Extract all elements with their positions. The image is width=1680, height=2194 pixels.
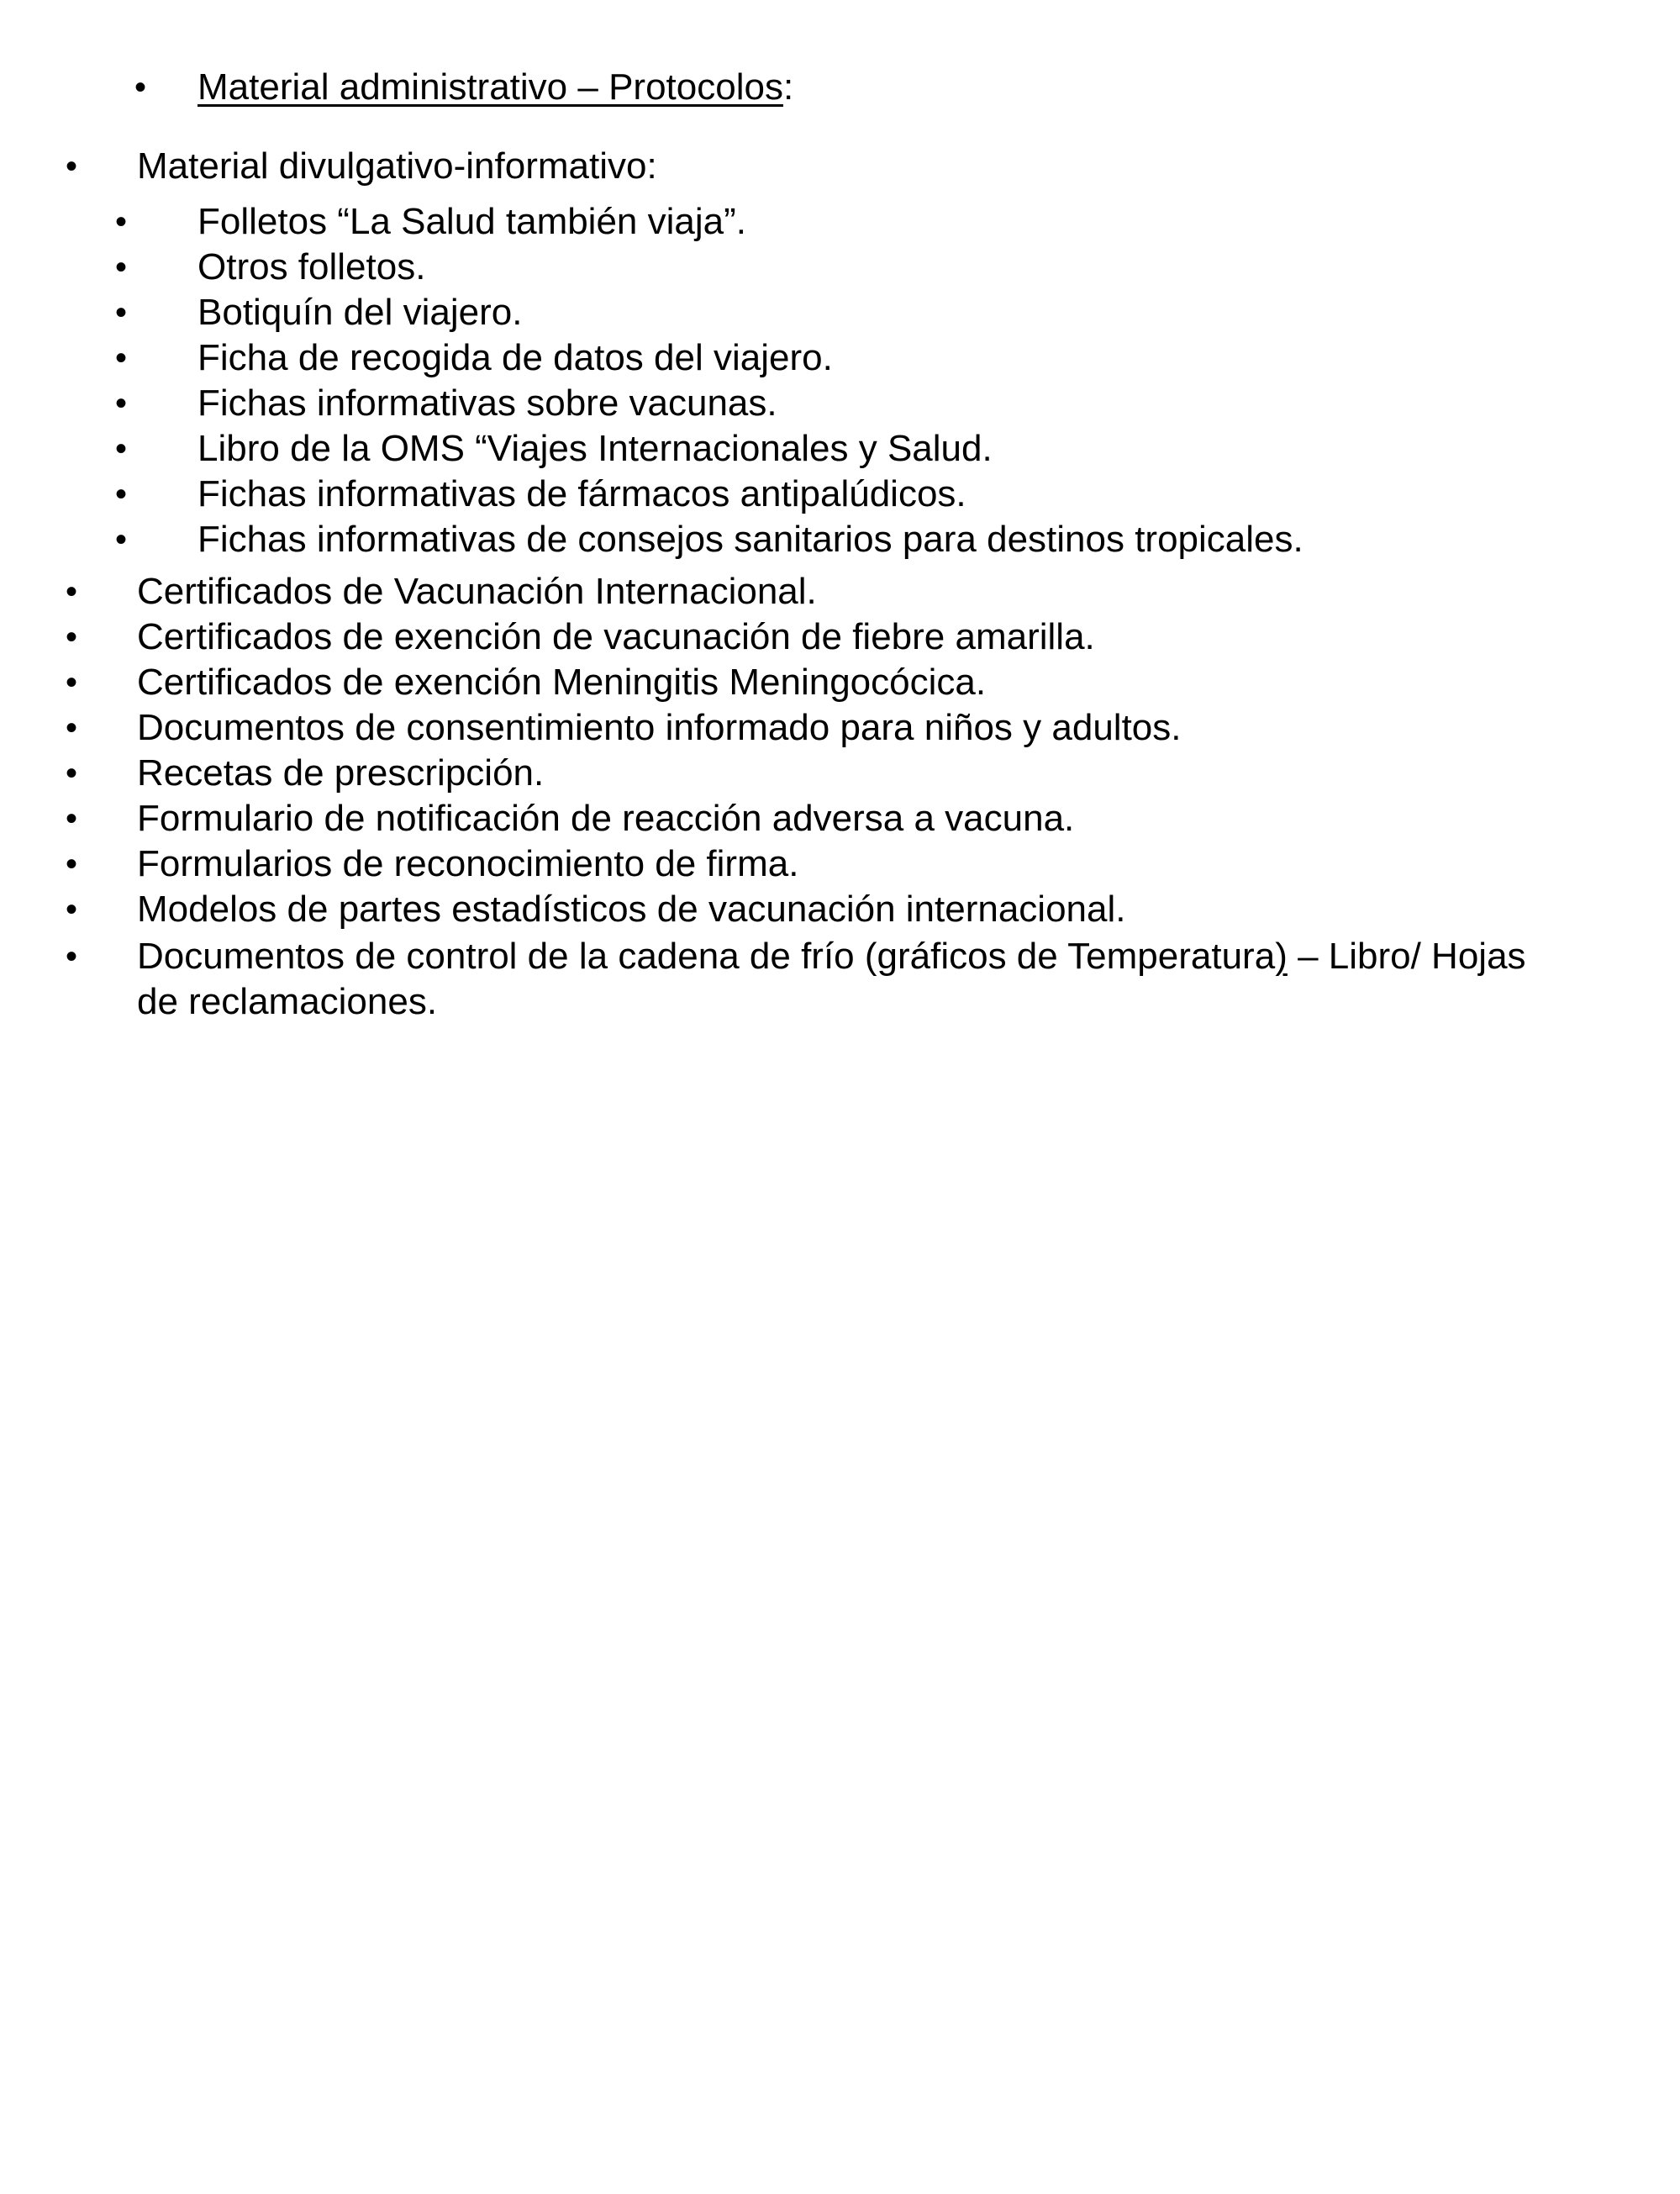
bullet: • (66, 755, 78, 792)
bullet: • (66, 800, 78, 837)
main-item: Modelos de partes estadísticos de vacunación internacional. (137, 889, 1126, 930)
main-item: Documentos de consentimiento informado para niños y adultos. (137, 707, 1182, 748)
bullet: • (66, 573, 78, 610)
bullet: • (66, 148, 78, 185)
main-item: Certificados de exención Meningitis Meningocócica. (137, 662, 987, 703)
bullet: • (115, 476, 128, 513)
last-item-part2: – Libro/ Hojas (1287, 936, 1526, 977)
header-item-suffix: : (782, 66, 794, 108)
last-item-line-2: de reclamaciones. (137, 981, 438, 1022)
bullet: • (134, 69, 147, 106)
bullet: • (66, 664, 78, 701)
main-item: Certificados de Vacunación Internacional. (137, 571, 817, 612)
bullet: • (115, 294, 128, 331)
sub-item: Folletos “La Salud también viaja”. (197, 201, 746, 242)
last-item-paren: ) (1275, 936, 1288, 977)
bullet: • (66, 891, 78, 928)
header-item-underlined: Material administrativo – Protocolos (197, 66, 783, 108)
bullet: • (66, 709, 78, 746)
sub-item: Ficha de recogida de datos del viajero. (197, 337, 833, 378)
bullet: • (115, 249, 128, 286)
main-item: Formularios de reconocimiento de firma. (137, 843, 799, 884)
bullet: • (66, 846, 78, 883)
bullet: • (115, 385, 128, 422)
sub-item: Fichas informativas de consejos sanitarios para destinos tropicales. (197, 519, 1303, 560)
main-item: Certificados de exención de vacunación de fiebre amarilla. (137, 616, 1095, 657)
bullet: • (115, 203, 128, 240)
sub-item: Botiquín del viajero. (197, 292, 523, 333)
bullet: • (115, 430, 128, 467)
sub-item: Fichas informativas de fármacos antipalúdicos. (197, 473, 966, 514)
last-item-line-1 (137, 935, 1526, 978)
main-item: Recetas de prescripción. (137, 752, 545, 794)
main-item: Formulario de notificación de reacción adversa a vacuna. (137, 798, 1075, 839)
header-item (197, 66, 793, 109)
bullet: • (66, 619, 78, 656)
last-item-part1: Documentos de control de la cadena de frío (gráficos de Temperatura (137, 936, 1276, 977)
bullet: • (115, 340, 128, 377)
sub-item: Fichas informativas sobre vacunas. (197, 382, 777, 424)
section-title: Material divulgativo-informativo: (137, 145, 657, 187)
bullet: • (115, 521, 128, 558)
sub-item: Libro de la OMS “Viajes Internacionales y Salud. (197, 428, 993, 469)
bullet: • (66, 938, 78, 975)
sub-item: Otros folletos. (197, 246, 426, 287)
